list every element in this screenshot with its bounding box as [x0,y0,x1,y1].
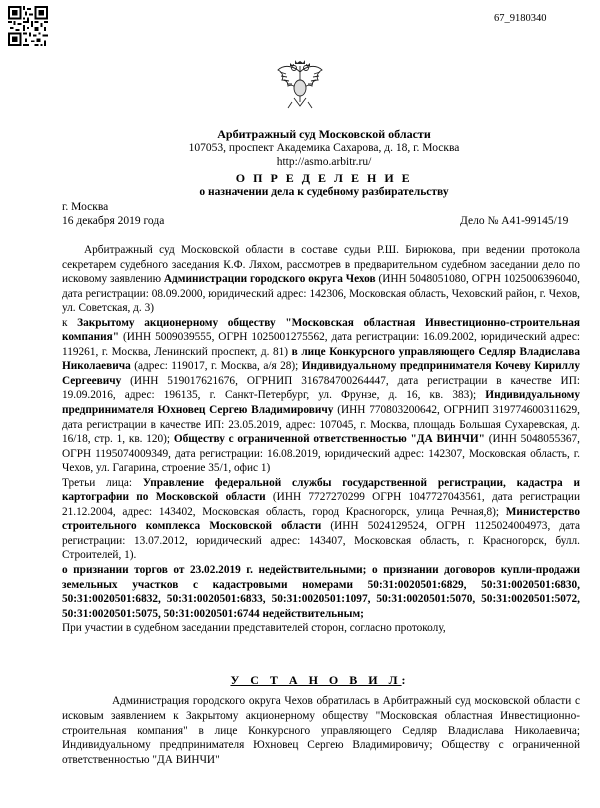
paragraph-plaintiff: Арбитражный суд Московской области в составе судьи Р.Ш. Бирюкова, при ведении протокола секретарем судебного заседания К.Ф. Ляхом, рассмотрев в предварительном судебном заседании дело по исковому заявлению Администрации городского округа Чехов (ИНН 5048051080, ОГРН 1025006396040, дата регистрации: 08.09.2000, юридический адрес: 142306, Московская область, Чеховский район, г. Чехов, ул. Советская, д. 3) [62,244,580,315]
paragraph-attendance: При участии в судебном заседании представителей сторон, согласно протоколу, [62,622,446,635]
coat-of-arms-emblem [276,58,324,112]
case-number: Дело № А41-99145/19 [460,215,569,227]
document-date: 16 декабря 2019 года [62,215,165,227]
document-id: 67_9180340 [494,13,547,24]
court-address: 107053, проспект Академика Сахарова, д. 18, г. Москва [188,142,460,154]
paragraph-defendants: к Закрытому акционерному обществу "Московская областная Инвестиционно-строительная компания" (ИНН 5009039555, ОГРН 1025001275562, дата регистрации: 16.09.2002, юридический адрес: 119261, г. Москва, Ленинский проспект, д. 81) в лице Конкурсного управляющего Седляр Владислава Николаевича (адрес: 119017, г. Москва, а/я 28); Индивидуальному предпринимателя Кочеву Кириллу Сергеевичу (ИНН 519017621676, ОГРНИП 316784700264447, дата регистрации в качестве ИП: 19.09.2016, адрес: 196135, г. Санкт-Петербург, ул. Фрунзе, д. 16, кв. 383); Индивидуальному предпринимателя Юхновец Сергею Владимировичу (ИНН 770803200642, ОГРНИП 319774600311629, дата регистрации в качестве ИП: 23.05.2019, адрес: 107045, г. Москва, площадь Большая Сухаревская, д. 16/18, стр. 1, кв. 120); Обществу с ограниченной ответственностью "ДА ВИНЧИ" (ИНН 5048055367, ОГРН 1195074009349, дата регистрации: 16.08.2019, юридический адрес: 142307, Московская область, г. Чехов, ул. Гагарина, строение 35/1, офис 1) [62,316,581,475]
city: г. Москва [62,201,109,213]
established-heading: У С Т А Н О В И Л: [230,673,410,687]
court-name: Арбитражный суд Московской области [217,127,431,141]
document-subtitle: о назначении дела к судебному разбирательству [199,186,449,198]
paragraph-third-parties: Третьи лица: Управление федеральной службы государственной регистрации, кадастра и картографии по Московской области (ИНН 7727270299 ОГРН 1047727043561, дата регистрации 21.12.2004, адрес: 143402, Московская область, город Красногорск, улица Речная,8); Министерство строительного комплекса Московской области (ИНН 5024129524, ОГРН 1125024004973, дата регистрации: 13.07.2012, юридический адрес: 143407, Московская область, г. Красногорск, булл. Строителей, 1). [62,476,580,562]
established-paragraph: Администрация городского округа Чехов обратилась в Арбитражный суд московской области с исковым заявлением к Закрытому акционерному обществу "Московская областная Инвестиционно-строительная компания" в лице Конкурсного управляющего Седляр Владислава Николаевича; Индивидуальному предпринимателя Юхновец Сергею Владимировичу; Обществу с ограниченной ответственностью "ДА ВИНЧИ" [62,695,580,767]
paragraph-claim: о признании торгов от 23.02.2019 г. недействительными; о признании договоров купли-продажи земельных участков с кадастровыми номерами 50:31:0020501:6829, 50:31:0020501:6830, 50:31:0020501:6832, 50:31:0020501:6833, 50:31:0020501:1097, 50:31:0020501:5070, 50:31:0020501:5072, 50:31:0020501:5075, 50:31:0020501:6744 недействительным; [62,564,580,620]
document-body [62,243,580,636]
established-body [62,694,580,768]
document-title: О П Р Е Д Е Л Е Н И Е [235,171,413,185]
court-website[interactable]: http://asmo.arbitr.ru/ [276,156,372,168]
qr-code [8,6,48,46]
